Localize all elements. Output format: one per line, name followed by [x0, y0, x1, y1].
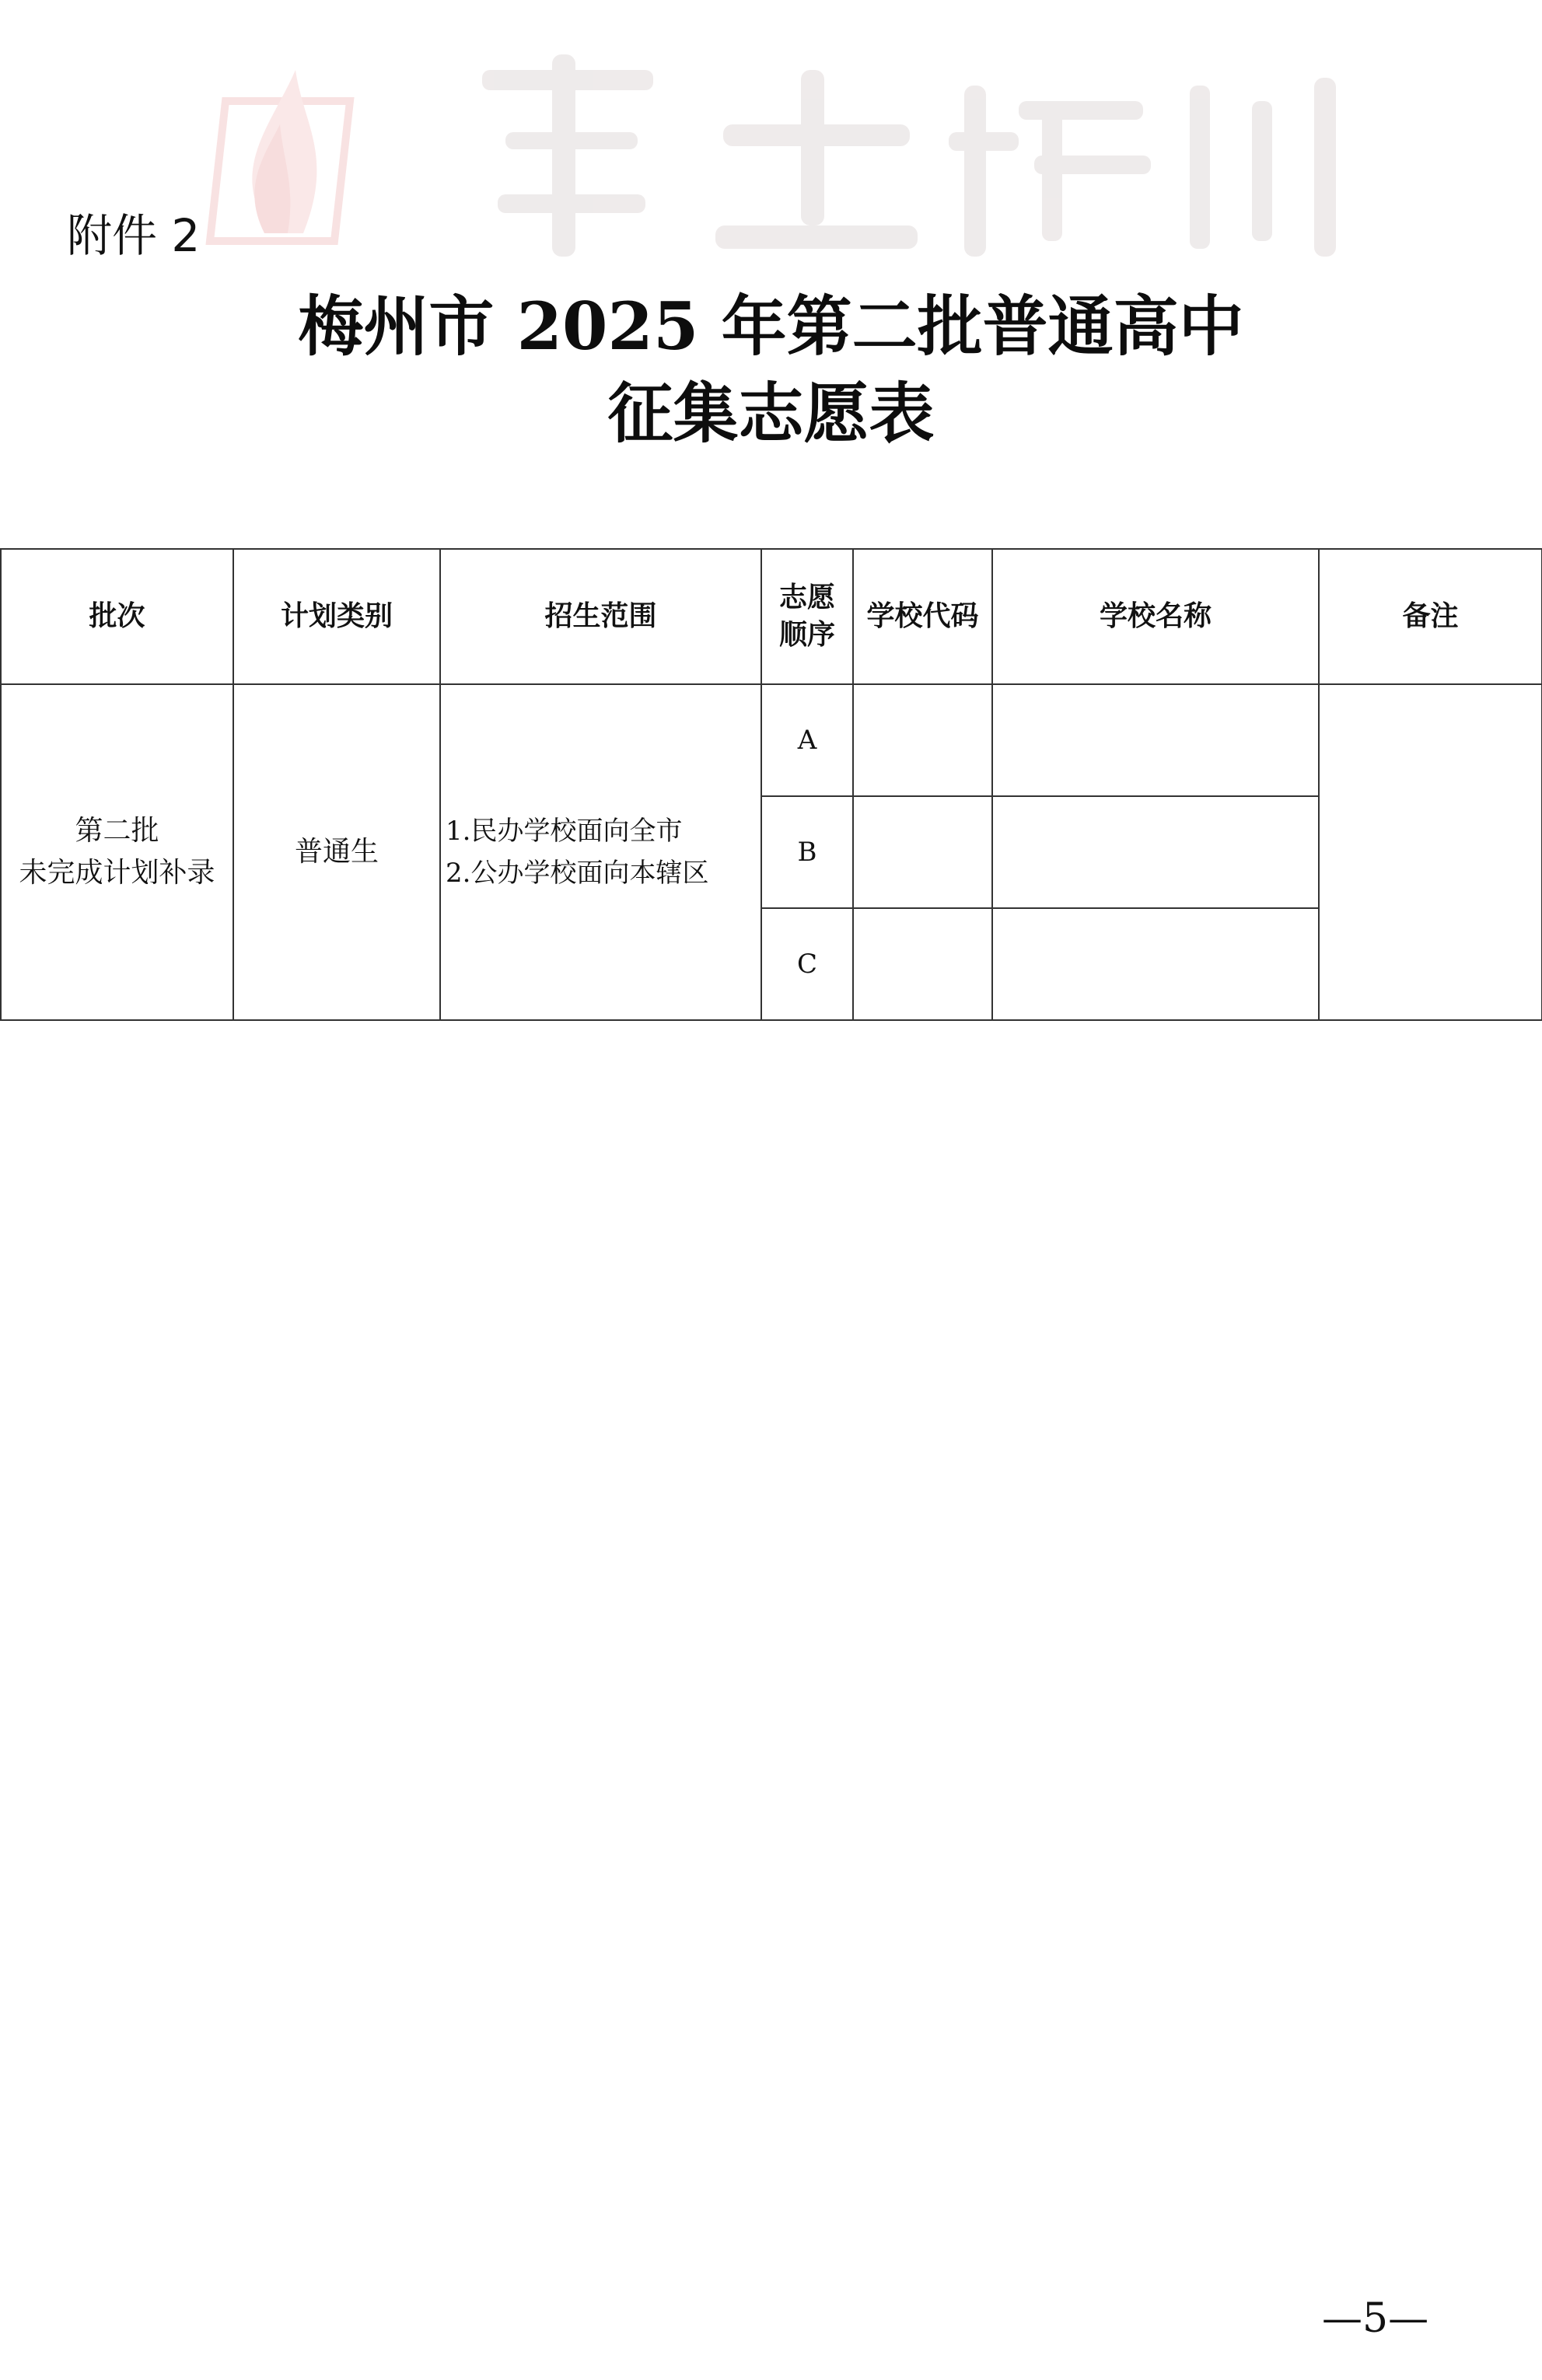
- cell-order-b: B: [761, 796, 853, 908]
- attachment-label: 附件 2: [67, 209, 201, 262]
- cell-school-name-b[interactable]: [992, 796, 1319, 908]
- header-batch: 批次: [1, 549, 233, 684]
- batch-line1: 第二批: [75, 815, 159, 847]
- scope-line2: 2.公办学校面向本辖区: [446, 858, 709, 889]
- cell-school-name-a[interactable]: [992, 684, 1319, 796]
- cell-school-code-b[interactable]: [853, 796, 992, 908]
- cell-scope: [440, 684, 761, 1020]
- cell-order-c: C: [761, 908, 853, 1020]
- batch-line2: 未完成计划补录: [19, 857, 215, 889]
- cell-plan-type: 普通生: [233, 684, 440, 1020]
- header-school-code: 学校代码: [853, 549, 992, 684]
- header-order: [761, 549, 853, 684]
- cell-batch: [1, 684, 233, 1020]
- application-form-table: [0, 548, 1542, 1021]
- page-title-line1: 梅州市 2025 年第二批普通高中: [298, 288, 1244, 365]
- table-header-row: [1, 549, 1542, 684]
- scope-line1: 1.民办学校面向全市: [446, 816, 683, 847]
- table-row: [1, 684, 1542, 796]
- page-number: —5—: [1322, 2295, 1429, 2342]
- cell-remarks[interactable]: [1319, 684, 1542, 1020]
- cell-school-code-c[interactable]: [853, 908, 992, 1020]
- header-order-line1: 志愿: [778, 582, 835, 613]
- header-remarks: 备注: [1319, 549, 1542, 684]
- cell-order-a: A: [761, 684, 853, 796]
- header-scope: 招生范围: [440, 549, 761, 684]
- cell-school-name-c[interactable]: [992, 908, 1319, 1020]
- page-title-line2: 征集志愿表: [607, 375, 935, 452]
- header-school-name: 学校名称: [992, 549, 1319, 684]
- header-plan-type: 计划类别: [233, 549, 440, 684]
- header-order-line2: 顺序: [778, 619, 835, 651]
- cell-school-code-a[interactable]: [853, 684, 992, 796]
- watermark-logo: [179, 39, 1392, 288]
